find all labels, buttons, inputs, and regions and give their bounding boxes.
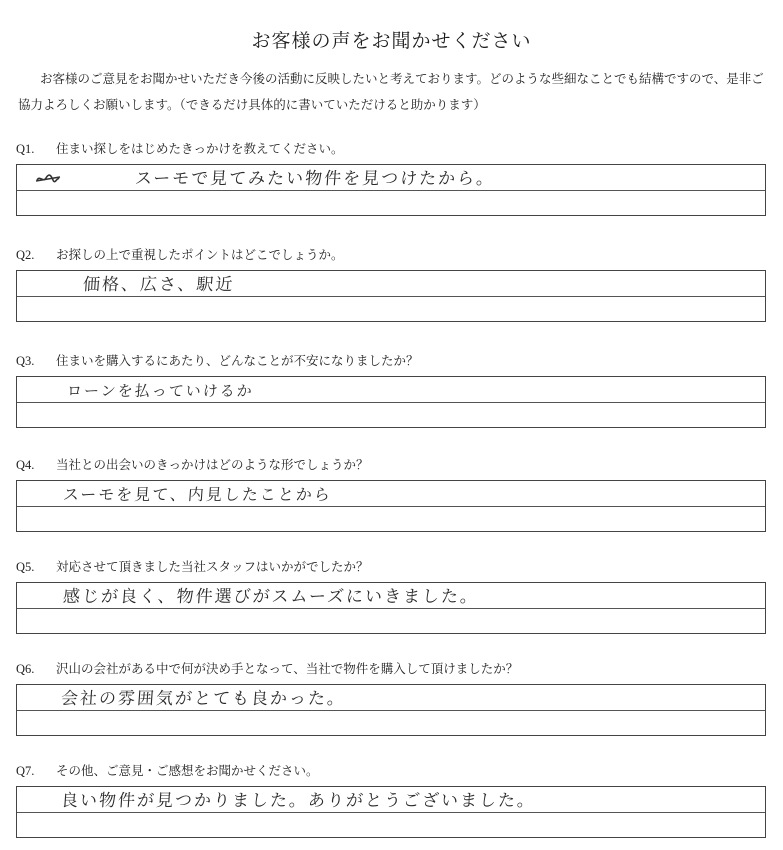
- question-label-5: [16, 558, 766, 576]
- question-number-3: Q3.: [16, 354, 35, 368]
- page-title: お客様の声をお聞かせください: [251, 30, 532, 52]
- question-number-5: Q5.: [16, 560, 35, 574]
- question-block-1: [16, 140, 766, 216]
- question-text-1: 住まい探しをはじめたきっかけを教えてください。: [56, 141, 344, 156]
- question-block-3: [16, 352, 766, 428]
- question-text-4: 当社との出会いのきっかけはどのような形でしょうか？: [56, 457, 369, 472]
- answer-line-divider: [17, 812, 765, 813]
- answer-box-2: [16, 270, 766, 322]
- answer-box-3: [16, 376, 766, 428]
- answer-text-5: 感じが良く、物件選びがスムーズにいきました。: [62, 587, 480, 607]
- question-label-2: [16, 246, 766, 264]
- question-label-4: [16, 456, 766, 474]
- crossed-out-scribble-icon: [35, 171, 61, 185]
- answer-line-divider: [17, 506, 765, 507]
- question-text-5: 対応させて頂きました当社スタッフはいかがでしたか？: [56, 559, 369, 574]
- answer-line-divider: [17, 296, 765, 297]
- answer-box-1: [16, 164, 766, 216]
- question-text-7: その他、ご意見・ご感想をお聞かせください。: [56, 763, 319, 778]
- answer-text-3: ローンを払っていけるか: [66, 382, 255, 400]
- answer-text-6: 会社の雰囲気がとても良かった。: [60, 689, 347, 709]
- answer-line-divider: [17, 402, 765, 403]
- question-label-1: [16, 140, 766, 158]
- question-number-4: Q4.: [16, 458, 35, 472]
- answer-text-7: 良い物件が見つかりました。ありがとうございました。: [60, 791, 537, 811]
- question-number-1: Q1.: [16, 142, 35, 156]
- answer-box-5: [16, 582, 766, 634]
- answer-box-4: [16, 480, 766, 532]
- question-block-2: [16, 246, 766, 322]
- question-block-4: [16, 456, 766, 532]
- answer-text-4: スーモを見て、内見したことから: [62, 485, 333, 504]
- question-label-7: [16, 762, 766, 780]
- question-text-2: お探しの上で重視したポイントはどこでしょうか。: [56, 247, 344, 262]
- intro-text: お客様のご意見をお聞かせいただき今後の活動に反映したいと考えております。どのような些細なことでも結構ですので、是非ご協力よろしくお願いします。（できるだけ具体的に書いていただけると助かります）: [18, 71, 764, 112]
- answer-line-divider: [17, 608, 765, 609]
- answer-box-6: [16, 684, 766, 736]
- answer-text-2: 価格、広さ、駅近: [82, 275, 236, 295]
- question-block-7: [16, 762, 766, 838]
- question-text-6: 沢山の会社がある中で何が決め手となって、当社で物件を購入して頂けましたか？: [56, 661, 519, 676]
- question-block-6: [16, 660, 766, 736]
- question-number-7: Q7.: [16, 764, 35, 778]
- question-number-2: Q2.: [16, 248, 35, 262]
- question-text-3: 住まいを購入するにあたり、どんなことが不安になりましたか？: [56, 353, 419, 368]
- question-block-5: [16, 558, 766, 634]
- question-label-6: [16, 660, 766, 678]
- answer-text-1: スーモで見てみたい物件を見つけたから。: [134, 169, 496, 189]
- answer-box-7: [16, 786, 766, 838]
- question-number-6: Q6.: [16, 662, 35, 676]
- question-label-3: [16, 352, 766, 370]
- answer-line-divider: [17, 190, 765, 191]
- answer-line-divider: [17, 710, 765, 711]
